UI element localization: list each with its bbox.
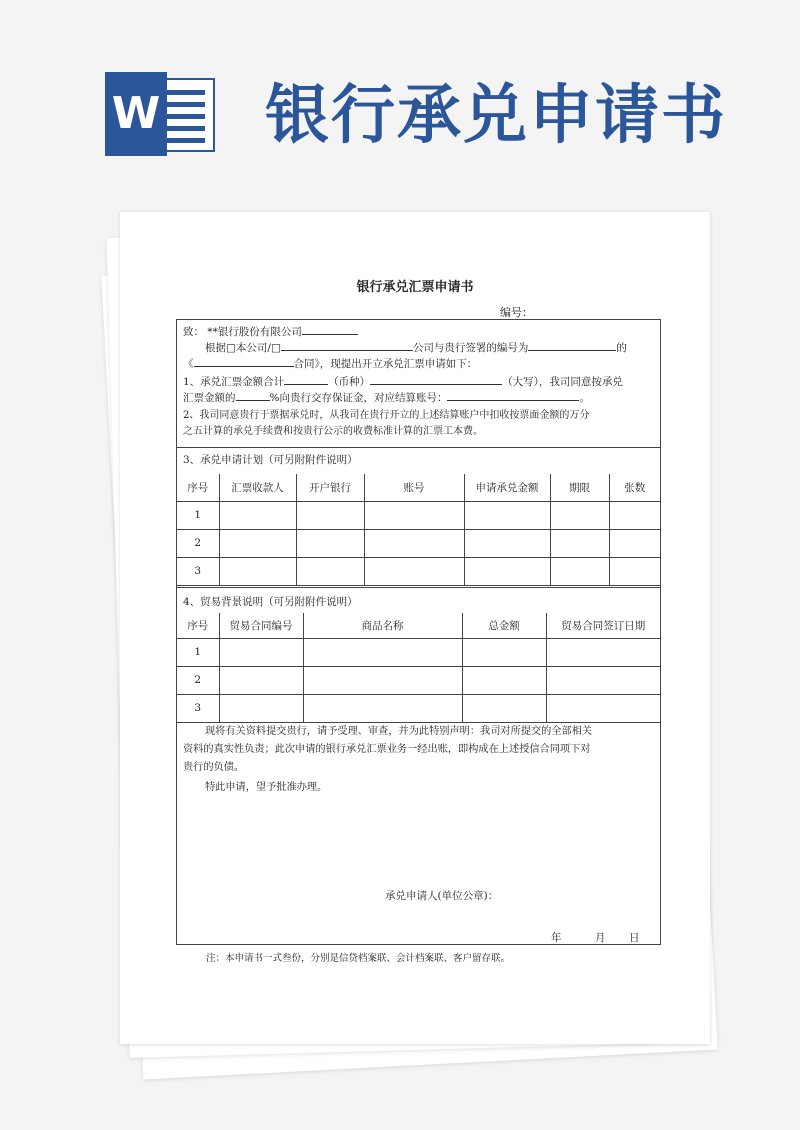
- text: （大写），我司同意按承兑: [502, 376, 623, 388]
- row-number: 2: [177, 529, 219, 557]
- cell[interactable]: [462, 638, 546, 666]
- divider: [177, 447, 660, 448]
- text: 的: [616, 342, 627, 354]
- row-number: 1: [177, 501, 219, 529]
- text: 《: [183, 358, 194, 370]
- blank: [302, 323, 358, 335]
- declaration-line-1: 现将有关资料提交贵行，请予受理、审查，并为此特别声明：我司对所提交的全部相关: [205, 726, 593, 737]
- serial-label: 编号：: [500, 306, 533, 319]
- header-cell: 商品名称: [303, 613, 462, 638]
- table-row: [177, 557, 660, 585]
- cell[interactable]: [464, 557, 550, 585]
- text: 根据□本公司/□: [205, 342, 281, 354]
- cell[interactable]: [550, 501, 609, 529]
- cell[interactable]: [364, 529, 464, 557]
- header-cell: 总金额: [462, 613, 546, 638]
- cell[interactable]: [303, 666, 462, 694]
- text: 公司与贵行签署的编号为: [412, 342, 529, 354]
- header-cell: 贸易合同编号: [219, 613, 303, 638]
- cell[interactable]: [364, 557, 464, 585]
- cell[interactable]: [462, 666, 546, 694]
- cell[interactable]: [546, 694, 660, 722]
- paragraph-1-line-2: [183, 355, 477, 372]
- header-cell: 申请承兑金额: [464, 474, 550, 501]
- cell[interactable]: [296, 557, 364, 585]
- cell[interactable]: [219, 557, 296, 585]
- item-2-line-2: 之五计算的承兑手续费和按贵行公示的收费标准计算的汇票工本费。: [183, 426, 483, 437]
- cell[interactable]: [464, 529, 550, 557]
- blank: [370, 373, 502, 385]
- text: （币种）: [328, 376, 371, 388]
- cell[interactable]: [609, 501, 660, 529]
- cell[interactable]: [546, 638, 660, 666]
- word-document-icon: [105, 72, 217, 156]
- cell[interactable]: [462, 694, 546, 722]
- table-row: [177, 501, 660, 529]
- cell[interactable]: [303, 694, 462, 722]
- header-cell: 序号: [177, 474, 219, 501]
- row-number: 2: [177, 666, 219, 694]
- table-row: [177, 529, 660, 557]
- header-cell: 开户银行: [296, 474, 364, 501]
- item-2-line-1: 2、我司同意贵行于票据承兑时，从我司在贵行开立的上述结算账户中扣收按票面金额的万分: [183, 410, 590, 421]
- cell[interactable]: [550, 557, 609, 585]
- date-month-label: 月: [595, 932, 606, 944]
- cell[interactable]: [219, 638, 303, 666]
- text: 汇票金额的: [183, 392, 236, 404]
- cell[interactable]: [219, 529, 296, 557]
- blank: [194, 355, 294, 367]
- cell[interactable]: [550, 529, 609, 557]
- header-cell: 序号: [177, 613, 219, 638]
- cell[interactable]: [296, 529, 364, 557]
- cell[interactable]: [296, 501, 364, 529]
- addressee-text: 致： **银行股份有限公司: [183, 326, 302, 338]
- text: 1、承兑汇票金额合计: [183, 376, 285, 388]
- blank: [447, 389, 579, 401]
- header-cell: 张数: [609, 474, 660, 501]
- header-cell: 贸易合同签订日期: [546, 613, 660, 638]
- request-line: 特此申请，望予批准办理。: [205, 782, 328, 793]
- trade-background-table: [177, 613, 660, 723]
- divider: [177, 587, 660, 588]
- cell[interactable]: [219, 694, 303, 722]
- cell[interactable]: [364, 501, 464, 529]
- table-row: [177, 666, 660, 694]
- cell[interactable]: [219, 666, 303, 694]
- date-year-label: 年: [551, 932, 562, 944]
- word-logo-letter: W: [105, 72, 167, 156]
- header-cell: 汇票收款人: [219, 474, 296, 501]
- cell[interactable]: [609, 529, 660, 557]
- serial-number-field: [500, 304, 625, 320]
- table-row: [177, 694, 660, 722]
- text: 。: [579, 392, 590, 404]
- cell[interactable]: [219, 501, 296, 529]
- blank: [236, 389, 270, 401]
- table-row: [177, 638, 660, 666]
- cell[interactable]: [464, 501, 550, 529]
- cell[interactable]: [546, 666, 660, 694]
- item-1-line-1: [183, 373, 623, 390]
- blank: [281, 339, 413, 351]
- applicant-signature-label: 承兑申请人(单位公章)：: [385, 890, 499, 902]
- blank: [284, 373, 328, 385]
- header-cell: 账号: [364, 474, 464, 501]
- document-page: [120, 212, 710, 1044]
- item-1-line-2: [183, 389, 590, 406]
- row-number: 3: [177, 694, 219, 722]
- paragraph-1-line-1: [205, 339, 627, 356]
- addressee-line: [183, 323, 358, 340]
- declaration-line-3: 贵行的负债。: [183, 762, 245, 773]
- declaration-line-2: 资料的真实性负责；此次申请的银行承兑汇票业务一经出账，即构成在上述授信合同项下对: [183, 744, 591, 755]
- text: %向贵行交存保证金，对应结算账号：: [269, 392, 448, 404]
- application-form: [176, 319, 661, 945]
- section-3-title: 3、承兑申请计划（可另附附件说明）: [183, 454, 358, 466]
- section-4-title: 4、贸易背景说明（可另附附件说明）: [183, 596, 358, 608]
- text: 合同》，现提出开立承兑汇票申请如下：: [293, 358, 478, 370]
- page-title: 银行承兑申请书: [265, 79, 727, 153]
- header-cell: 期限: [550, 474, 609, 501]
- footnote: 注：本申请书一式叁份，分别是信贷档案联、会计档案联、客户留存联。: [206, 953, 511, 964]
- row-number: 3: [177, 557, 219, 585]
- row-number: 1: [177, 638, 219, 666]
- acceptance-plan-table: [177, 474, 660, 586]
- document-title: 银行承兑汇票申请书: [356, 280, 474, 295]
- cell[interactable]: [303, 638, 462, 666]
- cell[interactable]: [609, 557, 660, 585]
- blank: [528, 339, 616, 351]
- date-day-label: 日: [629, 932, 640, 944]
